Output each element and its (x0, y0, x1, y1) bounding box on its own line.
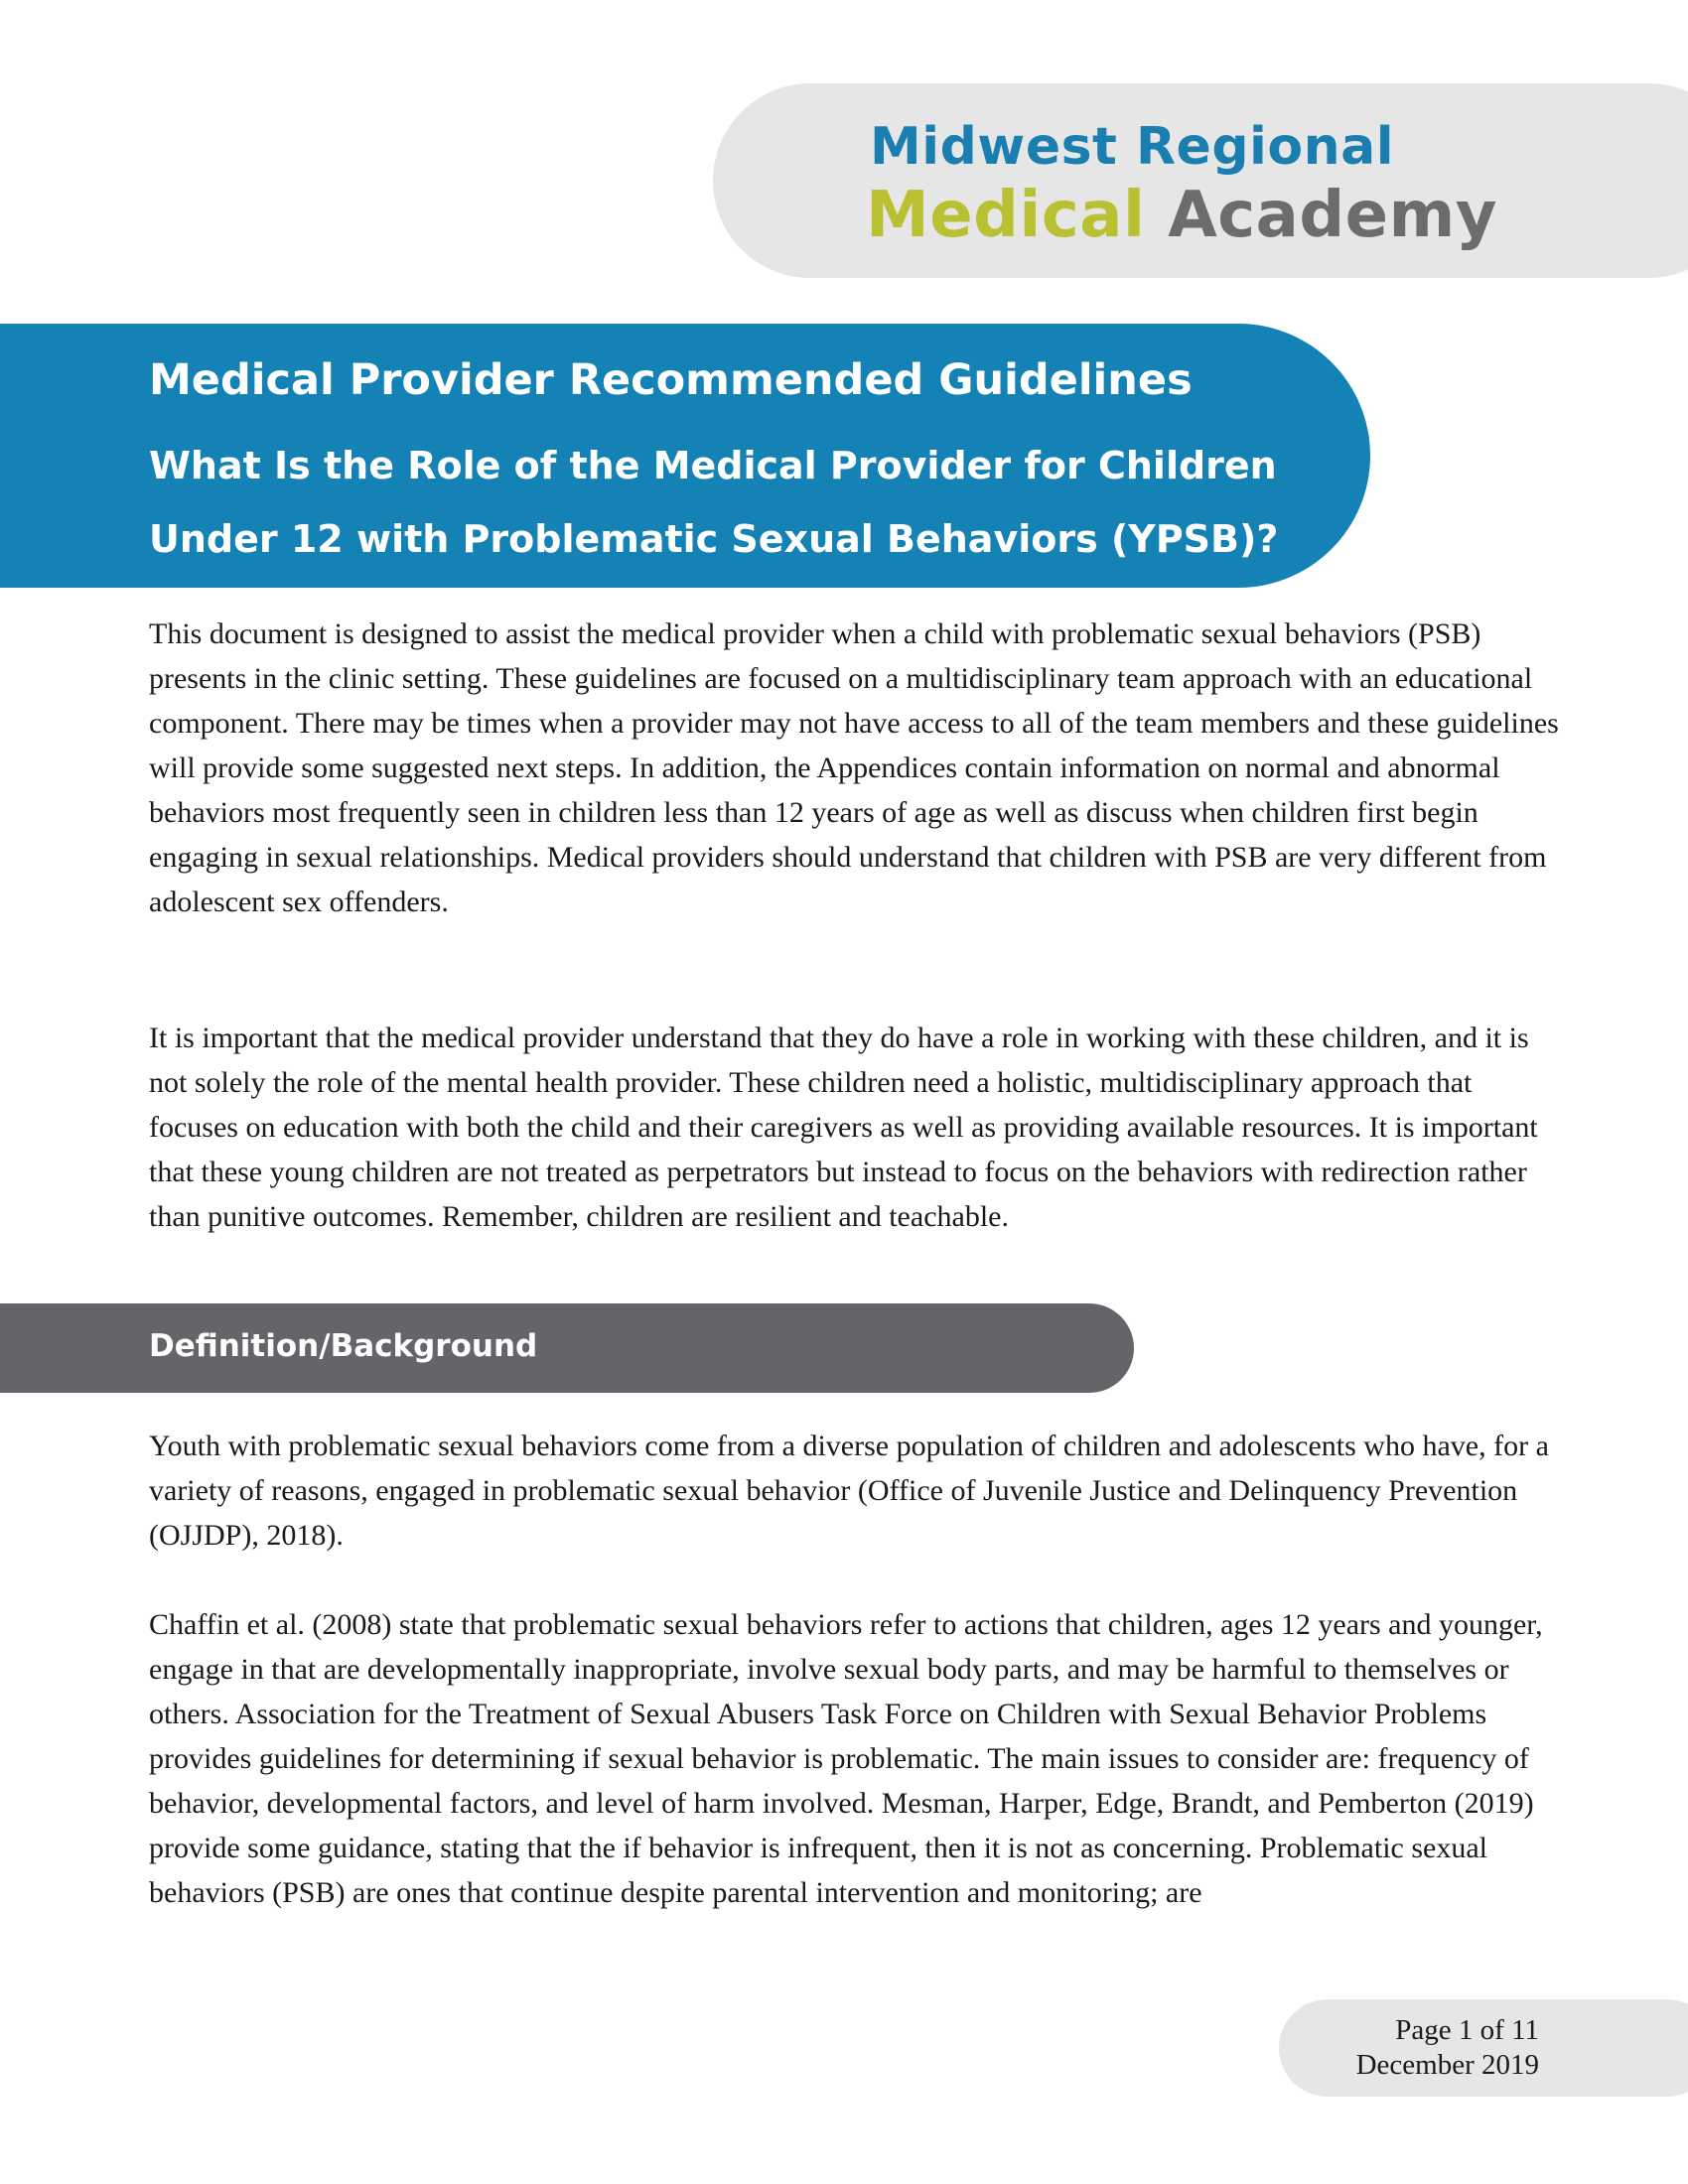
definition-paragraph-2: Chaffin et al. (2008) state that problematic sexual behaviors refer to actions that children, ages 12 years and younger, engage in that are developmentally inappropriate, involve sexual body parts, and may be harmful to themselves or others. Association for the Treatment of Sexual Abusers Task Force on Children with Sexual Behavior Problems provides guidelines for determining if sexual behavior is problematic. The main issues to consider are: frequency of behavior, developmental factors, and level of harm involved. Mesman, Harper, Edge, Brandt, and Pemberton (2019) provide some guidance, stating that the if behavior is infrequent, then it is not as concerning. Problematic sexual behaviors (PSB) are ones that continue despite parental intervention and monitoring; are (149, 1608, 1543, 1909)
logo-line-2 (866, 179, 1497, 252)
definition-paragraph-1: Youth with problematic sexual behaviors come from a diverse population of children and adolescents who have, for a variety of reasons, engaged in problematic sexual behavior (Office of Juvenile Justice and Delinquency Prevention (OJJDP), 2018). (149, 1430, 1549, 1552)
intro-paragraph-2: It is important that the medical provider understand that they do have a role in working with these children, and it is not solely the role of the mental health provider. These children need a holistic, multidisciplinary approach that focuses on education with both the child and their caregivers as well as providing available resources. It is important that these young children are not treated as perpetrators but instead to focus on the behaviors with redirection rather than punitive outcomes. Remember, children are resilient and teachable. (149, 1022, 1538, 1233)
document-subtitle: What Is the Role of the Medical Provider for Children Under 12 with Problematic Sexual Behaviors (YPSB)? (149, 444, 1279, 561)
logo-line-1: Midwest Regional (870, 117, 1395, 177)
page-footer (1356, 2013, 1539, 2083)
intro-paragraph-1: This document is designed to assist the medical provider when a child with problematic sexual behaviors (PSB) presents in the clinic setting. These guidelines are focused on a multidisciplinary team approach with an educational component. There may be times when a provider may not have access to all of the team members and these guidelines will provide some suggested next steps. In addition, the Appendices contain information on normal and abnormal behaviors most frequently seen in children less than 12 years of age as well as discuss when children first begin engaging in sexual relationships. Medical providers should understand that children with PSB are very different from adolescent sex offenders. (149, 617, 1559, 918)
logo-academy-text: Academy (1145, 179, 1497, 252)
logo-medical-text: Medical (866, 179, 1146, 252)
document-title: Medical Provider Recommended Guidelines (149, 355, 1193, 405)
footer-date: December 2019 (1355, 2049, 1539, 2081)
section-title: Definition/Background (149, 1328, 538, 1364)
page-number: Page 1 of 11 (1395, 2014, 1539, 2046)
